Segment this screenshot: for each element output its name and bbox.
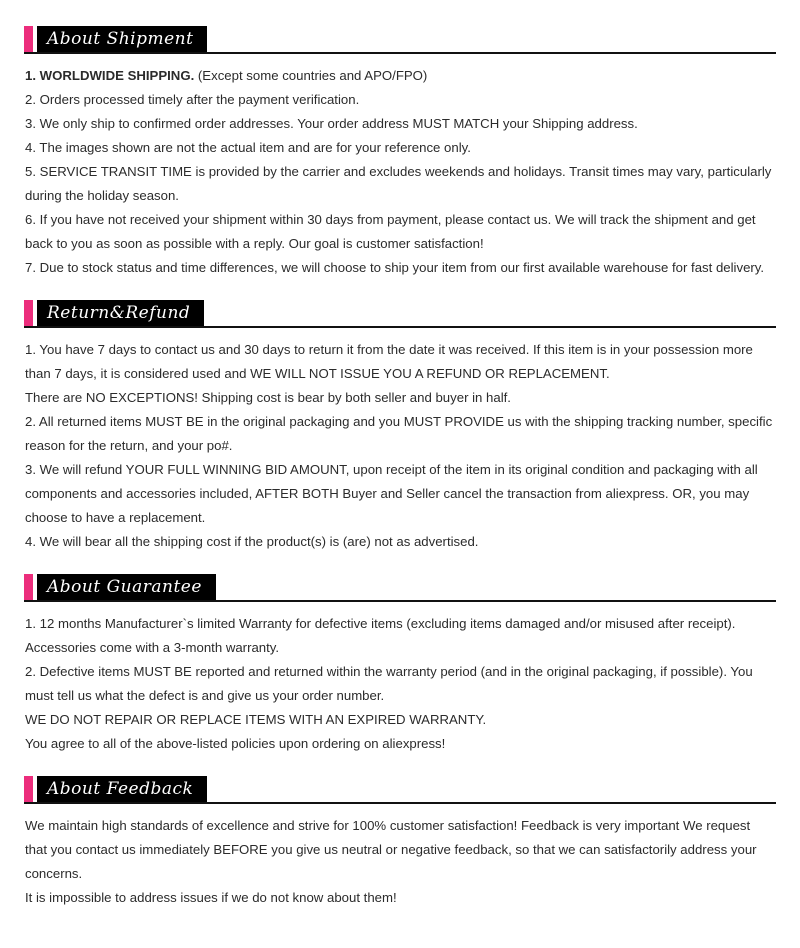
policy-line: 5. SERVICE TRANSIT TIME is provided by the carrier and excludes weekends and holidays. Transit times may vary, particularly during the holiday season. xyxy=(25,164,772,203)
accent-bar xyxy=(24,574,33,600)
policy-line: You agree to all of the above-listed policies upon ordering on aliexpress! xyxy=(25,736,446,751)
policy-line xyxy=(25,64,775,88)
section-about-guarantee xyxy=(24,574,776,766)
policy-line: It is impossible to address issues if we do not know about them! xyxy=(25,890,397,905)
policy-line: 4. The images shown are not the actual item and are for your reference only. xyxy=(25,140,471,155)
section-title: About Guarantee xyxy=(37,574,216,600)
policy-line: 7. Due to stock status and time differences, we will choose to ship your item from our first available warehouse for fast delivery. xyxy=(25,260,765,275)
section-title: Return&Refund xyxy=(37,300,204,326)
section-about-feedback xyxy=(24,776,776,920)
section-body xyxy=(24,812,776,920)
policy-line: 2. Defective items MUST BE reported and returned within the warranty period (and in the original packaging, if possible). You must tell us what the defect is and give us your order number. xyxy=(25,664,753,703)
policy-line: 6. If you have not received your shipment within 30 days from payment, please contact us. We will track the shipment and get back to you as soon as possible with a reply. Our goal is customer satisfaction! xyxy=(25,212,756,251)
section-header xyxy=(24,300,776,328)
accent-bar xyxy=(24,776,33,802)
policy-line: WE DO NOT REPAIR OR REPLACE ITEMS WITH AN EXPIRED WARRANTY. xyxy=(25,712,487,727)
accent-bar xyxy=(24,26,33,52)
policy-line: 1. You have 7 days to contact us and 30 days to return it from the date it was received. If this item is in your possession more than 7 days, it is considered used and WE WILL NOT ISSUE YOU A REFUND OR REPLACEMENT. xyxy=(25,342,753,381)
section-title: About Feedback xyxy=(37,776,207,802)
policy-line: 4. We will bear all the shipping cost if the product(s) is (are) not as advertised. xyxy=(25,534,479,549)
section-body xyxy=(24,336,776,564)
section-body xyxy=(24,62,776,290)
section-title: About Shipment xyxy=(37,26,207,52)
section-header xyxy=(24,776,776,804)
section-header xyxy=(24,26,776,54)
policy-line: 3. We will refund YOUR FULL WINNING BID AMOUNT, upon receipt of the item in its original condition and packaging with all components and accessories included, AFTER BOTH Buyer and Seller cancel the transaction from aliexpress. OR, you may choose to have a replacement. xyxy=(25,462,758,525)
policy-line-rest: (Except some countries and APO/FPO) xyxy=(194,68,428,83)
section-header xyxy=(24,574,776,602)
section-about-shipment xyxy=(24,26,776,290)
policy-line: 2. Orders processed timely after the payment verification. xyxy=(25,92,360,107)
policy-line: We maintain high standards of excellence and strive for 100% customer satisfaction! Feedback is very important We request that you contact us immediately BEFORE you give us neutral or negative feedback, so that we can satisfactorily address your concerns. xyxy=(25,818,757,881)
policy-line: 1. 12 months Manufacturer`s limited Warranty for defective items (excluding items damaged and/or misused after receipt). Accessories come with a 3-month warranty. xyxy=(25,616,736,655)
section-return-refund xyxy=(24,300,776,564)
policy-line: 3. We only ship to confirmed order addresses. Your order address MUST MATCH your Shipping address. xyxy=(25,116,638,131)
policy-line: There are NO EXCEPTIONS! Shipping cost is bear by both seller and buyer in half. xyxy=(25,390,511,405)
section-body xyxy=(24,610,776,766)
accent-bar xyxy=(24,300,33,326)
policy-line: 2. All returned items MUST BE in the original packaging and you MUST PROVIDE us with the shipping tracking number, specific reason for the return, and your po#. xyxy=(25,414,773,453)
policy-line-bold: 1. WORLDWIDE SHIPPING. xyxy=(25,68,195,83)
